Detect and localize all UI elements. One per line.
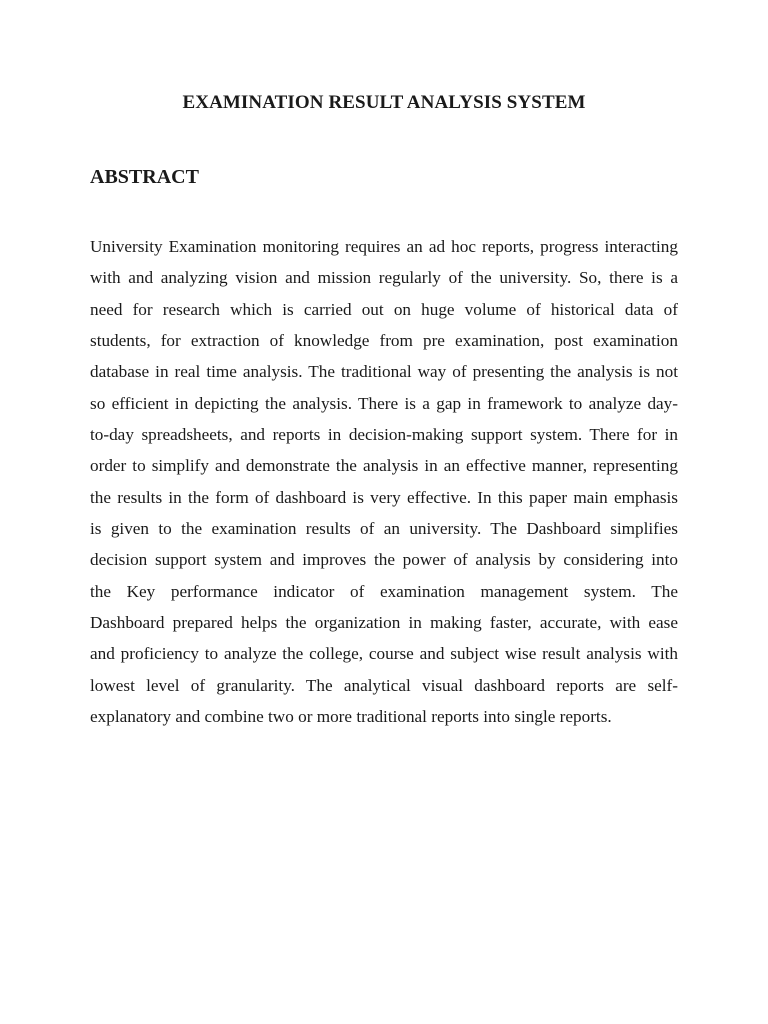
abstract-line: need for research which is carried out on huge volume of historical data of [90,299,678,319]
document-title: EXAMINATION RESULT ANALYSIS SYSTEM [182,92,586,113]
abstract-line: Dashboard prepared helps the organization in making faster, accurate, with ease [90,613,678,633]
abstract-heading: ABSTRACT [90,166,199,188]
abstract-line: and proficiency to analyze the college, course and subject wise result analysis with [90,644,678,664]
abstract-line: explanatory and combine two or more traditional reports into single reports. [90,707,612,727]
abstract-line: so efficient in depicting the analysis. There is a gap in framework to analyze day- [90,393,678,413]
abstract-line: database in real time analysis. The traditional way of presenting the analysis is not [90,362,678,382]
abstract-body [90,231,678,733]
abstract-line: students, for extraction of knowledge from pre examination, post examination [90,331,678,351]
abstract-line: the Key performance indicator of examination management system. The [90,581,678,601]
abstract-line: the results in the form of dashboard is very effective. In this paper main emphasis [90,487,678,507]
abstract-line: lowest level of granularity. The analytical visual dashboard reports are self- [90,675,678,695]
abstract-line: to-day spreadsheets, and reports in decision-making support system. There for in [90,425,678,445]
abstract-line: decision support system and improves the power of analysis by considering into [90,550,678,570]
abstract-line: order to simplify and demonstrate the analysis in an effective manner, representing [90,456,678,476]
abstract-line: is given to the examination results of an university. The Dashboard simplifies [90,519,678,539]
abstract-line: University Examination monitoring requires an ad hoc reports, progress interacting [90,237,678,256]
abstract-line: with and analyzing vision and mission regularly of the university. So, there is a [90,268,678,288]
